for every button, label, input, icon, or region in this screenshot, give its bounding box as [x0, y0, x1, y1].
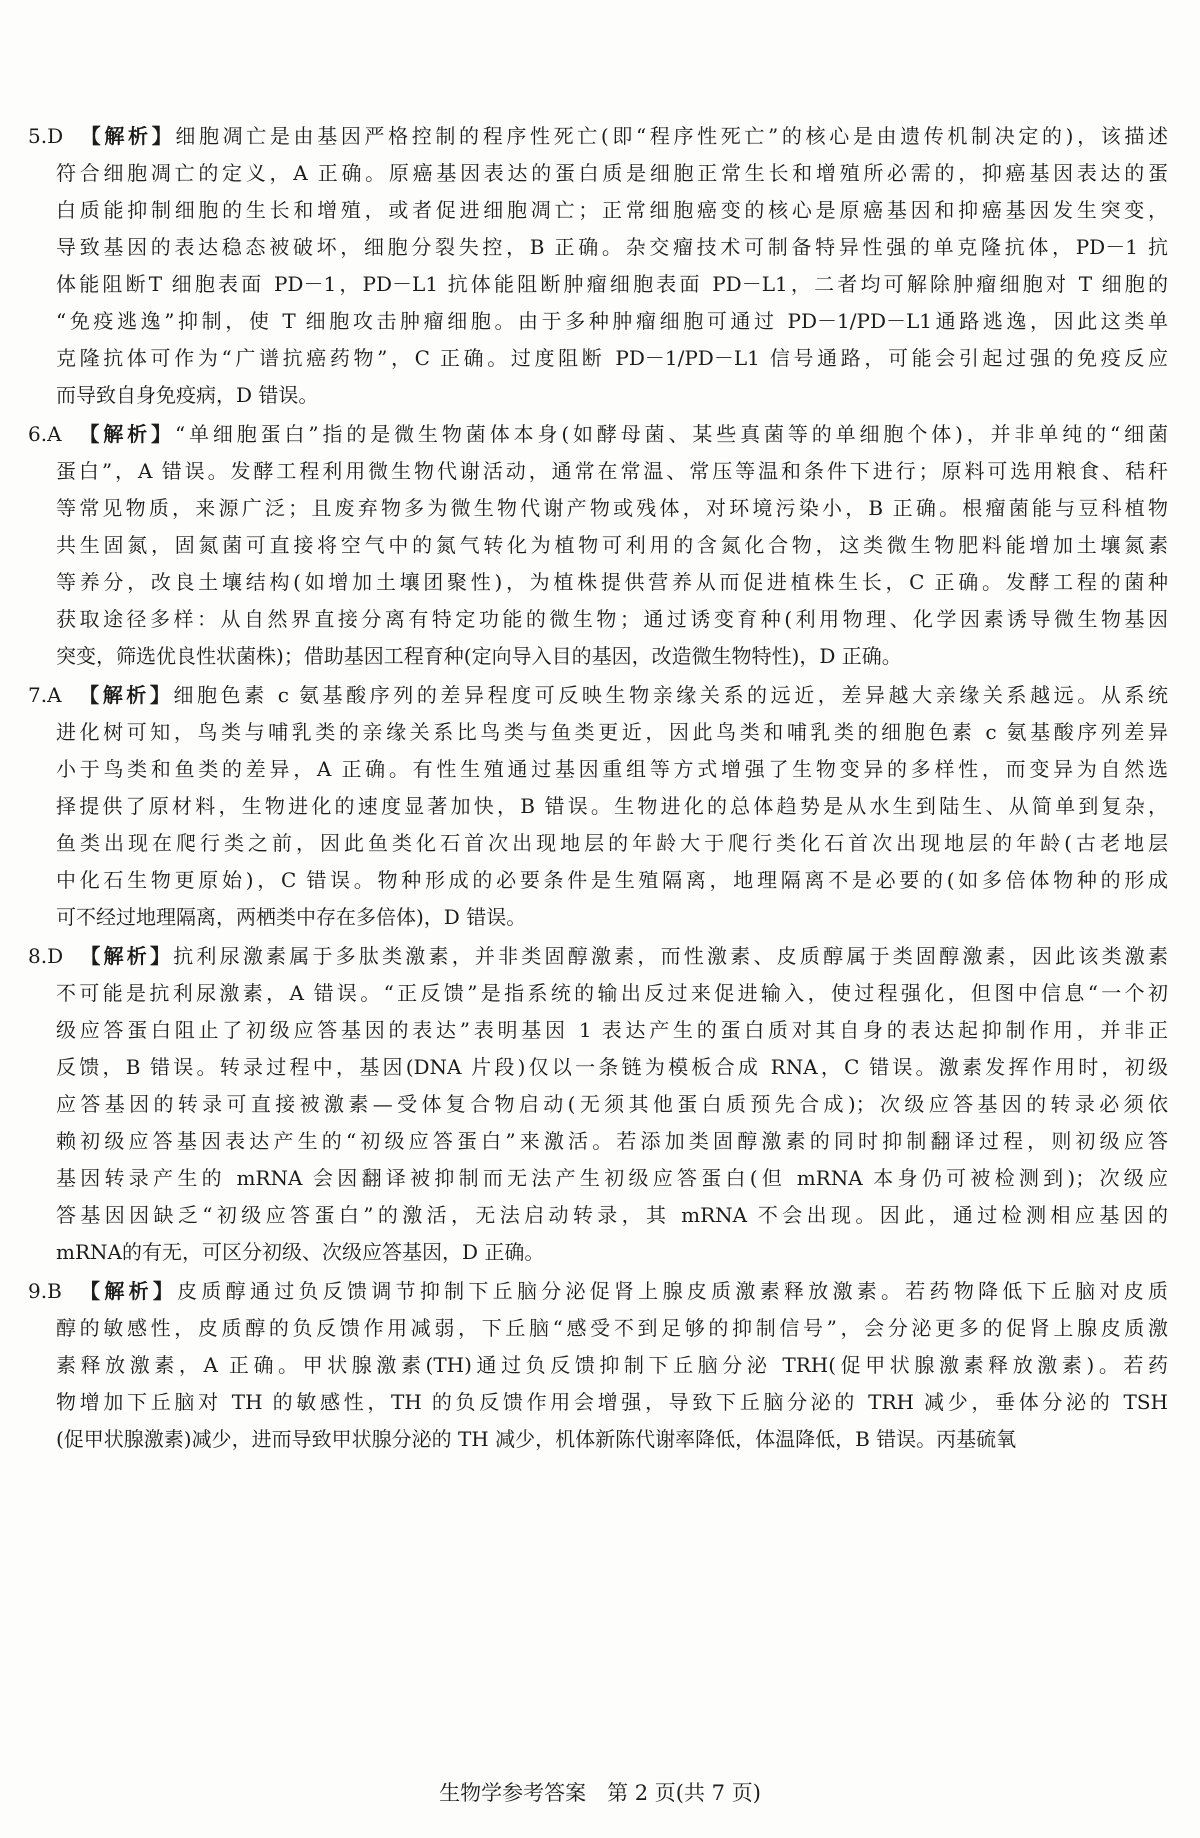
answer-text: “免疫逃逸”抑制，使 T 细胞攻击肿瘤细胞。由于多种肿瘤细胞可通过 PD－1/PD－L1通路逃逸，因此这类单 — [56, 309, 1168, 333]
answer-text: 级应答蛋白阻止了初级应答基因的表达”表明基因 1 表达产生的蛋白质对其自身的表达起抑制作用，并非正 — [56, 1018, 1168, 1042]
answer-line — [28, 1123, 1168, 1160]
question-number: 7.A — [28, 683, 62, 707]
answer-text: mRNA的有无，可区分初级、次级应答基因，D 正确。 — [56, 1240, 545, 1264]
analysis-tag: 【解析】 — [77, 944, 174, 968]
answer-text: 醇的敏感性，皮质醇的负反馈作用减弱，下丘脑“感受不到足够的抑制信号”，会分泌更多的促肾上腺皮质激 — [56, 1316, 1168, 1340]
answer-line — [28, 1086, 1168, 1123]
answer-text: 答基因因缺乏“初级应答蛋白”的激活，无法启动转录，其 mRNA 不会出现。因此，通过检测相应基因的 — [56, 1203, 1168, 1227]
answer-line — [28, 1347, 1168, 1384]
answer-item — [28, 416, 1168, 675]
answer-text: 细胞凋亡是由基因严格控制的程序性死亡(即“程序性死亡”的核心是由遗传机制决定的)，该描述 — [175, 124, 1168, 148]
answer-text: 不可能是抗利尿激素，A 错误。“正反馈”是指系统的输出反过来促进输入，使过程强化，但图中信息“一个初 — [56, 981, 1168, 1005]
answer-text: 皮质醇通过负反馈调节抑制下丘脑分泌促肾上腺皮质激素释放激素。若药物降低下丘脑对皮质 — [177, 1279, 1168, 1303]
answer-line — [28, 1421, 1168, 1458]
answer-line — [28, 1384, 1168, 1421]
answer-line — [28, 1049, 1168, 1086]
answer-line — [28, 601, 1168, 638]
answer-line — [28, 118, 1168, 155]
answer-text: 克隆抗体可作为“广谱抗癌药物”，C 正确。过度阻断 PD－1/PD－L1 信号通路，可能会引起过强的免疫反应 — [56, 346, 1168, 370]
answer-line — [28, 677, 1168, 714]
answer-line — [28, 192, 1168, 229]
answer-text: 导致基因的表达稳态被破坏，细胞分裂失控，B 正确。杂交瘤技术可制备特异性强的单克隆抗体，PD－1 抗 — [56, 235, 1168, 259]
answer-text: 共生固氮，固氮菌可直接将空气中的氮气转化为植物可利用的含氮化合物，这类微生物肥料能增加土壤氮素 — [56, 533, 1168, 557]
question-number: 6.A — [28, 422, 62, 446]
answer-line — [28, 938, 1168, 975]
answer-line — [28, 527, 1168, 564]
answer-text: 择提供了原材料，生物进化的速度显著加快，B 错误。生物进化的总体趋势是从水生到陆生、从简单到复杂， — [56, 794, 1168, 818]
answer-line — [28, 303, 1168, 340]
analysis-tag: 【解析】 — [75, 422, 175, 446]
answer-text: 等常见物质，来源广泛；且废弃物多为微生物代谢产物或残体，对环境污染小，B 正确。根瘤菌能与豆科植物 — [56, 496, 1168, 520]
answer-line — [28, 416, 1168, 453]
answer-text: 细胞色素 c 氨基酸序列的差异程度可反映生物亲缘关系的远近，差异越大亲缘关系越远。从系统 — [173, 683, 1168, 707]
answer-text: 鱼类出现在爬行类之前，因此鱼类化石首次出现地层的年龄大于爬行类化石首次出现地层的年龄(古老地层 — [56, 831, 1168, 855]
answer-line — [28, 453, 1168, 490]
answer-text: 白质能抑制细胞的生长和增殖，或者促进细胞凋亡；正常细胞癌变的核心是原癌基因和抑癌基因发生突变， — [56, 198, 1168, 222]
answer-line — [28, 340, 1168, 377]
answer-line — [28, 899, 1168, 936]
answer-line — [28, 862, 1168, 899]
answer-text: 等养分，改良土壤结构(如增加土壤团聚性)，为植株提供营养从而促进植株生长，C 正确。发酵工程的菌种 — [56, 570, 1168, 594]
answer-line — [28, 1310, 1168, 1347]
answer-item — [28, 938, 1168, 1271]
answer-text: “单细胞蛋白”指的是微生物菌体本身(如酵母菌、某些真菌等的单细胞个体)，并非单纯的“细菌 — [174, 422, 1168, 446]
answer-line — [28, 229, 1168, 266]
answer-line — [28, 377, 1168, 414]
answer-text: 抗利尿激素属于多肽类激素，并非类固醇激素，而性激素、皮质醇属于类固醇激素，因此该类激素 — [173, 944, 1168, 968]
answer-text: 应答基因的转录可直接被激素—受体复合物启动(无须其他蛋白质预先合成)；次级应答基因的转录必须依 — [56, 1092, 1168, 1116]
answer-line — [28, 1273, 1168, 1310]
answer-line — [28, 155, 1168, 192]
answer-line — [28, 1197, 1168, 1234]
answer-text: 赖初级应答基因表达产生的“初级应答蛋白”来激活。若添加类固醇激素的同时抑制翻译过程，则初级应答 — [56, 1129, 1168, 1153]
answer-text: 反馈，B 错误。转录过程中，基因(DNA 片段)仅以一条链为模板合成 RNA，C 错误。激素发挥作用时，初级 — [56, 1055, 1168, 1079]
answer-text: 体能阻断T 细胞表面 PD－1，PD－L1 抗体能阻断肿瘤细胞表面 PD－L1，二者均可解除肿瘤细胞对 T 细胞的 — [56, 272, 1168, 296]
answer-line — [28, 266, 1168, 303]
answer-line — [28, 825, 1168, 862]
analysis-tag: 【解析】 — [75, 1279, 178, 1303]
answer-text: 小于鸟类和鱼类的差异，A 正确。有性生殖通过基因重组等方式增强了生物变异的多样性，而变异为自然选 — [56, 757, 1168, 781]
answer-line — [28, 975, 1168, 1012]
answer-line — [28, 564, 1168, 601]
answer-line — [28, 1160, 1168, 1197]
answer-line — [28, 638, 1168, 675]
answer-text: 中化石生物更原始)，C 错误。物种形成的必要条件是生殖隔离，地理隔离不是必要的(如多倍体物种的形成 — [56, 868, 1168, 892]
answer-text: (促甲状腺激素)减少，进而导致甲状腺分泌的 TH 减少，机体新陈代谢率降低，体温降低，B 错误。丙基硫氧 — [56, 1427, 1017, 1451]
answer-text: 物增加下丘脑对 TH 的敏感性，TH 的负反馈作用会增强，导致下丘脑分泌的 TRH 减少，垂体分泌的 TSH — [56, 1390, 1168, 1414]
question-number: 5.D — [28, 124, 64, 148]
question-number: 8.D — [28, 944, 64, 968]
answer-text: 而导致自身免疫病，D 错误。 — [56, 383, 319, 407]
answer-item — [28, 1273, 1168, 1458]
answer-text: 获取途径多样：从自然界直接分离有特定功能的微生物；通过诱变育种(利用物理、化学因素诱导微生物基因 — [56, 607, 1168, 631]
question-number: 9.B — [28, 1279, 62, 1303]
answer-content — [28, 118, 1168, 1460]
answer-line — [28, 490, 1168, 527]
answer-line — [28, 788, 1168, 825]
answer-text: 蛋白”，A 错误。发酵工程利用微生物代谢活动，通常在常温、常压等温和条件下进行；原料可选用粮食、秸秆 — [56, 459, 1168, 483]
answer-item — [28, 118, 1168, 414]
answer-line — [28, 1234, 1168, 1271]
answer-text: 可不经过地理隔离，两栖类中存在多倍体)，D 错误。 — [56, 905, 527, 929]
analysis-tag: 【解析】 — [75, 683, 174, 707]
page-footer: 生物学参考答案 第 2 页(共 7 页) — [439, 1781, 761, 1805]
answer-text: 素释放激素，A 正确。甲状腺激素(TH)通过负反馈抑制下丘脑分泌 TRH(促甲状腺激素释放激素)。若药 — [56, 1353, 1168, 1377]
answer-text: 符合细胞凋亡的定义，A 正确。原癌基因表达的蛋白质是细胞正常生长和增殖所必需的，抑癌基因表达的蛋 — [56, 161, 1168, 185]
answer-text: 突变，筛选优良性状菌株)；借助基因工程育种(定向导入目的基因，改造微生物特性)，D 正确。 — [56, 644, 902, 668]
answer-line — [28, 751, 1168, 788]
answer-item — [28, 677, 1168, 936]
answer-line — [28, 714, 1168, 751]
answer-line — [28, 1012, 1168, 1049]
answer-text: 进化树可知，鸟类与哺乳类的亲缘关系比鸟类与鱼类更近，因此鸟类和哺乳类的细胞色素 c 氨基酸序列差异 — [56, 720, 1168, 744]
analysis-tag: 【解析】 — [77, 124, 176, 148]
answer-text: 基因转录产生的 mRNA 会因翻译被抑制而无法产生初级应答蛋白(但 mRNA 本身仍可被检测到)；次级应 — [56, 1166, 1168, 1190]
